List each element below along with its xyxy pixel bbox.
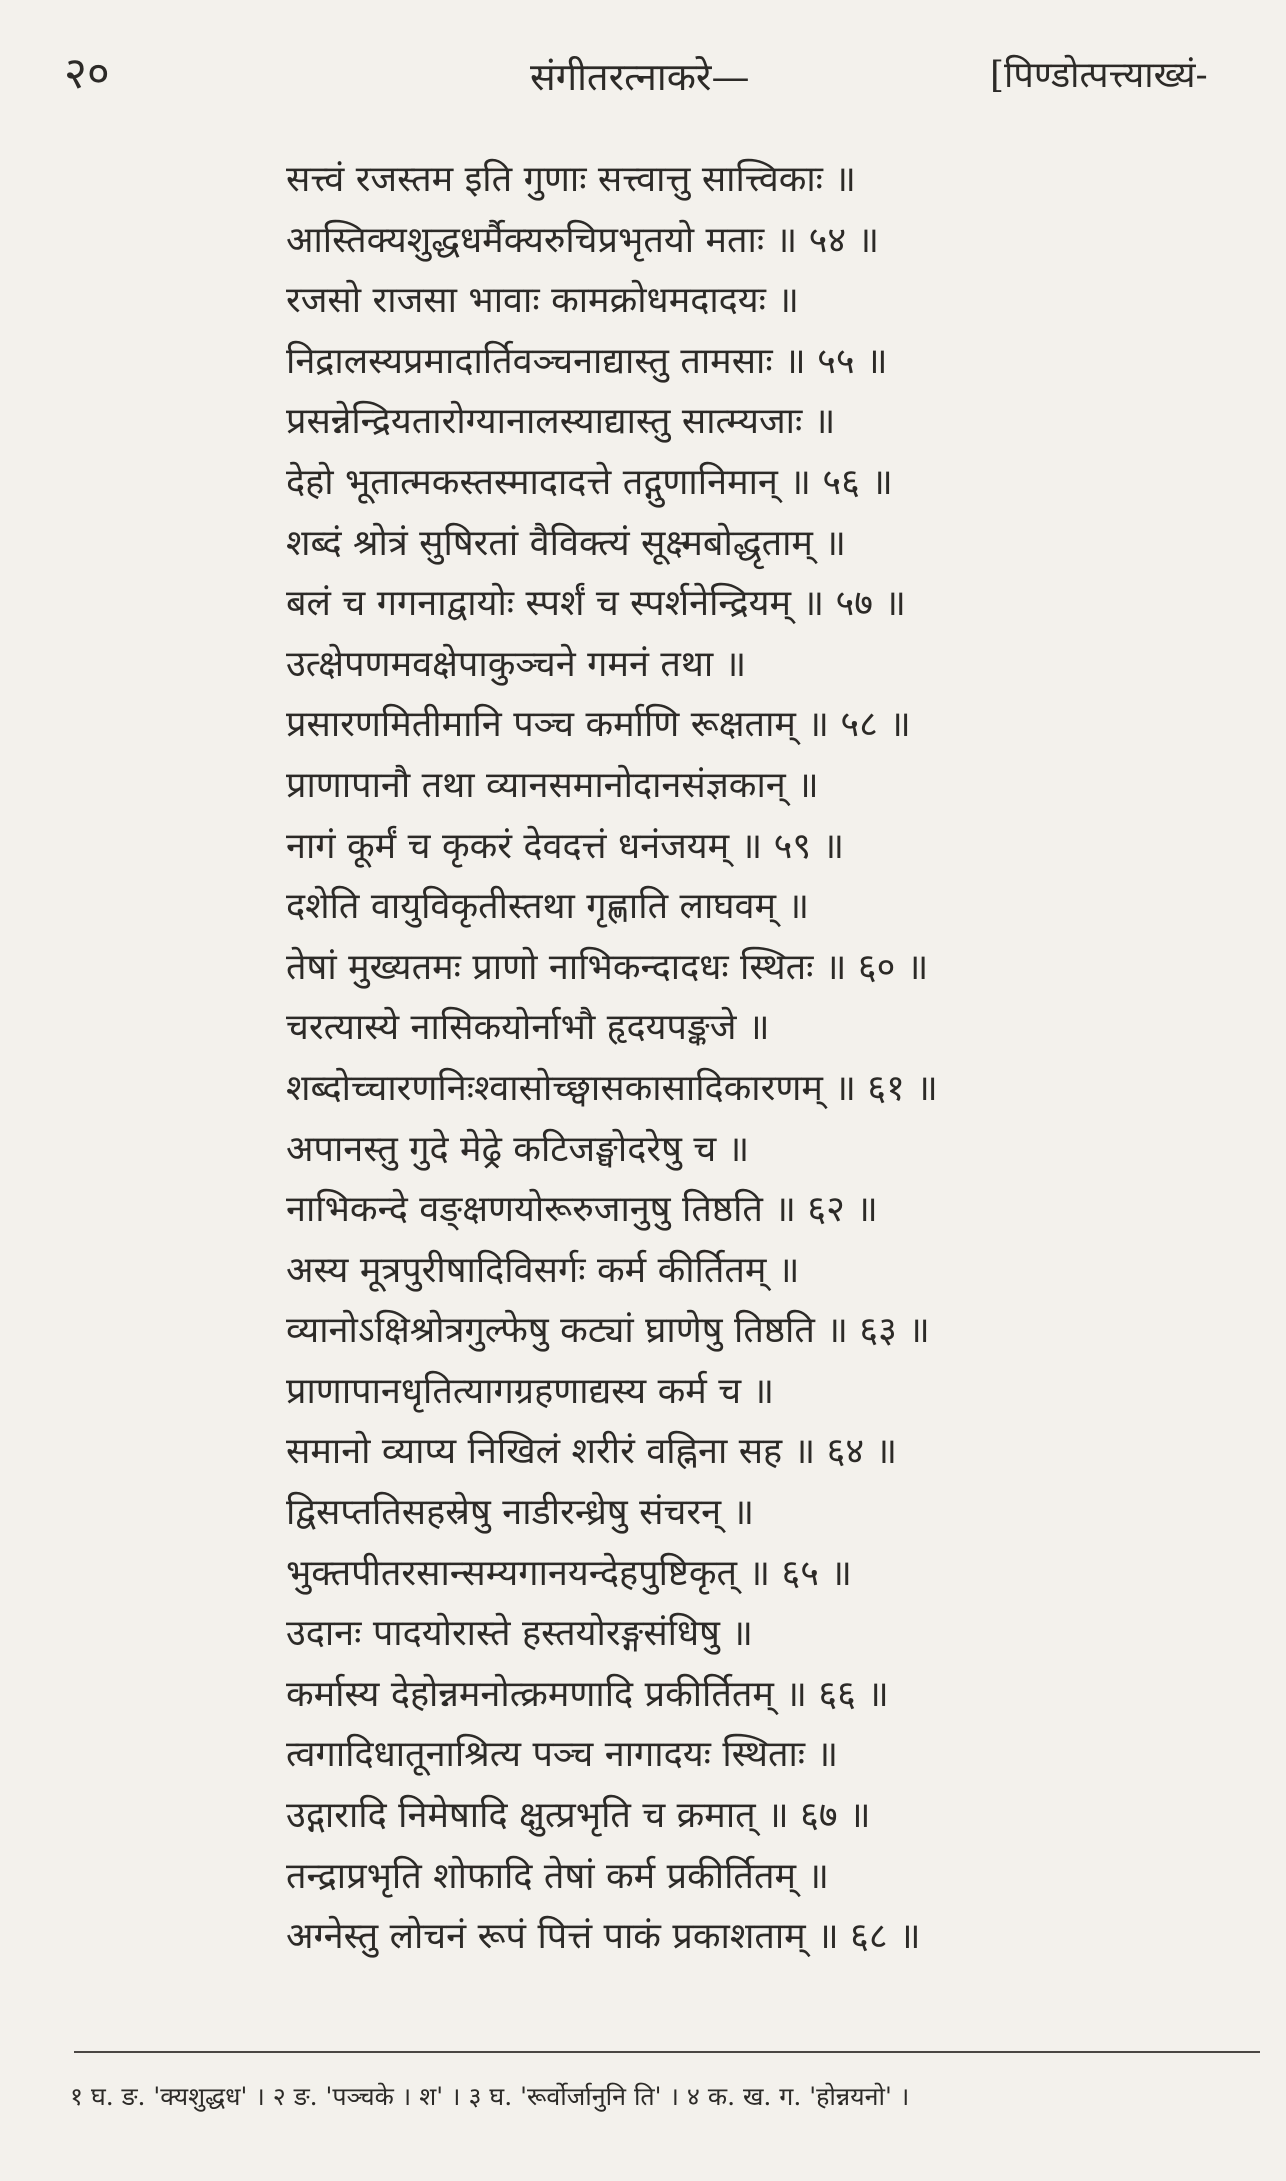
verse-line: शब्दं श्रोत्रं सुषिरतां वैविक्त्यं सूक्ष्मबोद्धृताम् ॥ [286, 522, 846, 564]
verse-line: शब्दोच्चारणनिःश्वासोच्छ्वासकासादिकारणम् ॥ ६१ ॥ [286, 1067, 938, 1109]
verse-line: नाभिकन्दे वङ्क्षणयोरूरुजानुषु तिष्ठति ॥ ६२ ॥ [286, 1189, 878, 1231]
verse-line: निद्रालस्यप्रमादार्तिवञ्चनाद्यास्तु तामसाः ॥ ५५ ॥ [286, 340, 888, 382]
verse-line: नागं कूर्मं च कृकरं देवदत्तं धनंजयम् ॥ ५९ ॥ [286, 825, 845, 867]
verse-line: देहो भूतात्मकस्तस्मादादत्ते तद्गुणानिमान् ॥ ५६ ॥ [286, 461, 893, 503]
page-number: २० [64, 48, 110, 99]
verse-line: अस्य मूत्रपुरीषादिविसर्गः कर्म कीर्तितम् ॥ [286, 1249, 800, 1291]
verse-line: तेषां मुख्यतमः प्राणो नाभिकन्दादधः स्थितः ॥ ६० ॥ [286, 946, 929, 988]
verse-line: प्रसारणमितीमानि पञ्च कर्माणि रूक्षताम् ॥ ५८ ॥ [286, 704, 911, 746]
verse-line: आस्तिक्यशुद्धधर्मैक्यरुचिप्रभृतयो मताः ॥ ५४ ॥ [286, 219, 880, 261]
verse-line: समानो व्याप्य निखिलं शरीरं वह्निना सह ॥ ६४ ॥ [286, 1431, 898, 1473]
verse-line: प्राणापानधृतित्यागग्रहणाद्यस्य कर्म च ॥ [286, 1370, 775, 1412]
verse-line: द्विसप्ततिसहस्रेषु नाडीरन्ध्रेषु संचरन् ॥ [286, 1492, 755, 1534]
footnotes: १ घ. ङ. 'क्यशुद्धध' । २ ङ. 'पञ्चके । श' । ३ घ. 'रूर्वोर्जानुनि ति' । ४ क. ख. ग. 'होन्नयनो' । [70, 2082, 910, 2111]
verse-line: उत्क्षेपणमवक्षेपाकुञ्चने गमनं तथा ॥ [286, 643, 747, 685]
verse-line: उद्गारादि निमेषादि क्षुत्प्रभृति च क्रमात् ॥ ६७ ॥ [286, 1795, 871, 1837]
running-title: संगीतरत्नाकरे— [530, 55, 750, 99]
verse-line: अपानस्तु गुदे मेढ्रे कटिजङ्घोदरेषु च ॥ [286, 1128, 750, 1170]
section-title: [पिण्डोत्पत्त्याख्यं- [990, 55, 1208, 96]
verse-line: व्यानोऽक्षिश्रोत्रगुल्फेषु कट्यां घ्राणेषु तिष्ठति ॥ ६३ ॥ [286, 1310, 930, 1352]
verse-line: कर्मास्य देहोन्नमनोत्क्रमणादि प्रकीर्तितम् ॥ ६६ ॥ [286, 1673, 889, 1715]
verse-line: दशेति वायुविकृतीस्तथा गृह्णाति लाघवम् ॥ [286, 886, 810, 928]
footnote-divider [74, 2051, 1260, 2053]
verse-line: उदानः पादयोरास्ते हस्तयोरङ्गसंधिषु ॥ [286, 1613, 753, 1655]
verse-line: सत्त्वं रजस्तम इति गुणाः सत्त्वात्तु सात्त्विकाः ॥ [286, 159, 856, 200]
verse-line: बलं च गगनाद्वायोः स्पर्शं च स्पर्शनेन्द्रियम् ॥ ५७ ॥ [286, 583, 906, 625]
verse-line: रजसो राजसा भावाः कामक्रोधमदादयः ॥ [286, 280, 799, 322]
verse-line: प्राणापानौ तथा व्यानसमानोदानसंज्ञकान् ॥ [286, 764, 819, 806]
verse-line: चरत्यास्ये नासिकयोर्नाभौ हृदयपङ्कजे ॥ [286, 1007, 770, 1049]
verse-block [286, 150, 1266, 1968]
verse-line: भुक्तपीतरसान्सम्यगानयन्देहपुष्टिकृत् ॥ ६५ ॥ [286, 1552, 852, 1594]
verse-line: तन्द्राप्रभृति शोफादि तेषां कर्म प्रकीर्तितम् ॥ [286, 1855, 830, 1897]
verse-line: त्वगादिधातूनाश्रित्य पञ्च नागादयः स्थिताः ॥ [286, 1734, 839, 1776]
verse-line: अग्नेस्तु लोचनं रूपं पित्तं पाकं प्रकाशताम् ॥ ६८ ॥ [286, 1916, 921, 1958]
verse-line: प्रसन्नेन्द्रियतारोग्यानालस्याद्यास्तु सात्म्यजाः ॥ [286, 401, 836, 443]
